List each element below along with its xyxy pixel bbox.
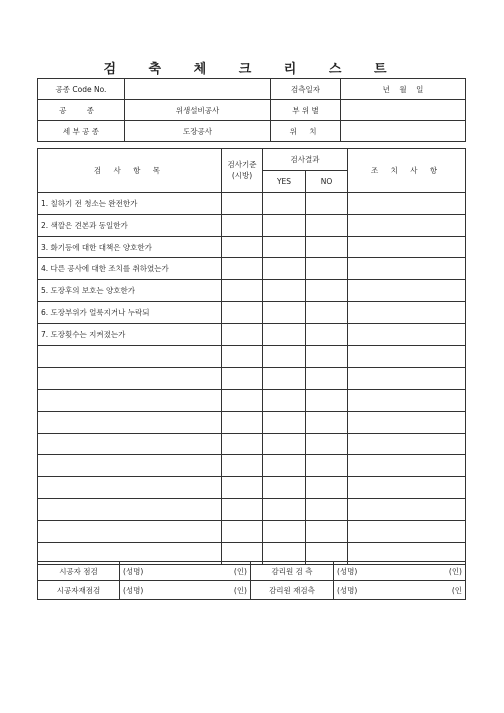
no-cell[interactable] (306, 477, 348, 499)
seal-label: (인 (451, 585, 462, 595)
action-cell[interactable] (348, 389, 466, 411)
yes-cell[interactable] (263, 280, 306, 302)
action-cell[interactable] (348, 521, 466, 543)
document-title: 검 축 체 크 리 스 트 (103, 62, 401, 77)
yes-cell[interactable] (263, 477, 306, 499)
name-label: (성명) (123, 585, 144, 595)
standard-cell[interactable] (222, 280, 263, 302)
contractor-recheck-signature[interactable] (120, 581, 251, 600)
action-cell[interactable] (348, 455, 466, 477)
standard-cell[interactable] (222, 367, 263, 389)
item-text: 1. 칠하기 전 청소는 완전한가 (38, 192, 222, 214)
table-row (38, 521, 466, 543)
action-header: 조 치 사 항 (348, 149, 466, 193)
item-text: 3. 화기등에 대한 대책은 양호한가 (38, 236, 222, 258)
table-row (38, 302, 466, 324)
standard-cell[interactable] (222, 521, 263, 543)
yes-cell[interactable] (263, 192, 306, 214)
yes-cell[interactable] (263, 324, 306, 346)
table-row (38, 455, 466, 477)
standard-cell[interactable] (222, 477, 263, 499)
item-text (38, 455, 222, 477)
action-cell[interactable] (348, 367, 466, 389)
table-row (38, 346, 466, 368)
item-text (38, 499, 222, 521)
inspection-table (37, 148, 466, 565)
supervisor-recheck-label: 감리원 재검측 (251, 581, 334, 600)
table-row (38, 411, 466, 433)
main-head-row-1 (38, 149, 466, 171)
supervisor-check-signature[interactable] (334, 562, 466, 581)
item-text: 4. 다른 공사에 대한 조치를 취하였는가 (38, 258, 222, 280)
action-cell[interactable] (348, 280, 466, 302)
item-text (38, 346, 222, 368)
item-text: 5. 도장후의 보호는 양호한가 (38, 280, 222, 302)
action-cell[interactable] (348, 302, 466, 324)
yes-cell[interactable] (263, 433, 306, 455)
standard-cell[interactable] (222, 236, 263, 258)
name-label: (성명) (123, 566, 144, 576)
yes-cell[interactable] (263, 302, 306, 324)
part-value[interactable] (341, 100, 466, 121)
code-label: 공종 Code No. (38, 79, 125, 100)
supervisor-check-label: 감리원 검 측 (251, 562, 334, 581)
no-cell[interactable] (306, 258, 348, 280)
action-cell[interactable] (348, 258, 466, 280)
no-cell[interactable] (306, 192, 348, 214)
table-row (38, 214, 466, 236)
yes-cell[interactable] (263, 236, 306, 258)
header-table (37, 78, 466, 142)
yes-cell[interactable] (263, 521, 306, 543)
yes-cell[interactable] (263, 499, 306, 521)
action-cell[interactable] (348, 477, 466, 499)
no-cell[interactable] (306, 499, 348, 521)
item-text (38, 411, 222, 433)
header-row-code (38, 79, 466, 100)
item-text (38, 367, 222, 389)
table-row (38, 324, 466, 346)
signature-row-recheck (38, 581, 466, 600)
yes-header: YES (263, 170, 306, 192)
standard-cell[interactable] (222, 214, 263, 236)
location-label: 위 치 (271, 121, 341, 142)
action-cell[interactable] (348, 192, 466, 214)
standard-cell[interactable] (222, 346, 263, 368)
no-cell[interactable] (306, 346, 348, 368)
item-text: 6. 도장부위가 얼룩지거나 누락되 (38, 302, 222, 324)
result-header: 검사결과 (263, 149, 348, 171)
yes-cell[interactable] (263, 411, 306, 433)
no-cell[interactable] (306, 236, 348, 258)
no-cell[interactable] (306, 367, 348, 389)
table-row (38, 477, 466, 499)
no-header: NO (306, 170, 348, 192)
no-cell[interactable] (306, 302, 348, 324)
no-cell[interactable] (306, 411, 348, 433)
item-text: 7. 도장횟수는 지켜졌는가 (38, 324, 222, 346)
standard-cell[interactable] (222, 258, 263, 280)
no-cell[interactable] (306, 433, 348, 455)
name-label: (성명) (337, 585, 358, 595)
header-row-subtype (38, 121, 466, 142)
date-value[interactable]: 년 월 일 (341, 79, 466, 100)
item-text (38, 521, 222, 543)
table-row (38, 192, 466, 214)
standard-cell[interactable] (222, 499, 263, 521)
yes-cell[interactable] (263, 455, 306, 477)
action-cell[interactable] (348, 433, 466, 455)
item-text (38, 477, 222, 499)
item-text: 2. 색깔은 견본과 동일한가 (38, 214, 222, 236)
table-row (38, 499, 466, 521)
subtype-label: 세 부 공 종 (38, 121, 125, 142)
seal-label: (인) (448, 566, 462, 576)
seal-label: (인) (233, 585, 247, 595)
standard-cell[interactable] (222, 302, 263, 324)
supervisor-recheck-signature[interactable] (334, 581, 466, 600)
signature-table (37, 561, 466, 600)
table-row (38, 236, 466, 258)
table-row (38, 280, 466, 302)
item-text (38, 389, 222, 411)
no-cell[interactable] (306, 455, 348, 477)
seal-label: (인) (233, 566, 247, 576)
table-row (38, 367, 466, 389)
standard-cell[interactable] (222, 433, 263, 455)
standard-header (222, 149, 263, 193)
action-cell[interactable] (348, 236, 466, 258)
action-cell[interactable] (348, 346, 466, 368)
yes-cell[interactable] (263, 214, 306, 236)
signature-row-check (38, 562, 466, 581)
contractor-recheck-label: 시공자재점검 (38, 581, 120, 600)
yes-cell[interactable] (263, 258, 306, 280)
no-cell[interactable] (306, 324, 348, 346)
location-value[interactable] (341, 121, 466, 142)
table-row (38, 389, 466, 411)
standard-cell[interactable] (222, 324, 263, 346)
no-cell[interactable] (306, 280, 348, 302)
date-label: 검측일자 (271, 79, 341, 100)
action-cell[interactable] (348, 214, 466, 236)
header-row-type (38, 100, 466, 121)
contractor-check-signature[interactable] (120, 562, 251, 581)
no-cell[interactable] (306, 214, 348, 236)
yes-cell[interactable] (263, 389, 306, 411)
code-value[interactable] (125, 79, 271, 100)
item-rows (38, 192, 466, 564)
type-value[interactable]: 위생설비공사 (125, 100, 271, 121)
standard-header-line2: (시방) (231, 171, 253, 181)
no-cell[interactable] (306, 521, 348, 543)
yes-cell[interactable] (263, 346, 306, 368)
yes-cell[interactable] (263, 367, 306, 389)
contractor-check-label: 시공자 점검 (38, 562, 120, 581)
name-label: (성명) (337, 566, 358, 576)
action-cell[interactable] (348, 499, 466, 521)
standard-header-line1: 검사기준 (227, 160, 257, 170)
action-cell[interactable] (348, 411, 466, 433)
item-text (38, 433, 222, 455)
standard-cell[interactable] (222, 192, 263, 214)
type-label: 공 종 (38, 100, 125, 121)
standard-cell[interactable] (222, 411, 263, 433)
standard-cell[interactable] (222, 389, 263, 411)
part-label: 부 위 별 (271, 100, 341, 121)
no-cell[interactable] (306, 389, 348, 411)
table-row (38, 433, 466, 455)
subtype-value[interactable]: 도장공사 (125, 121, 271, 142)
standard-cell[interactable] (222, 455, 263, 477)
action-cell[interactable] (348, 324, 466, 346)
items-header: 검 사 항 목 (38, 149, 222, 193)
table-row (38, 258, 466, 280)
